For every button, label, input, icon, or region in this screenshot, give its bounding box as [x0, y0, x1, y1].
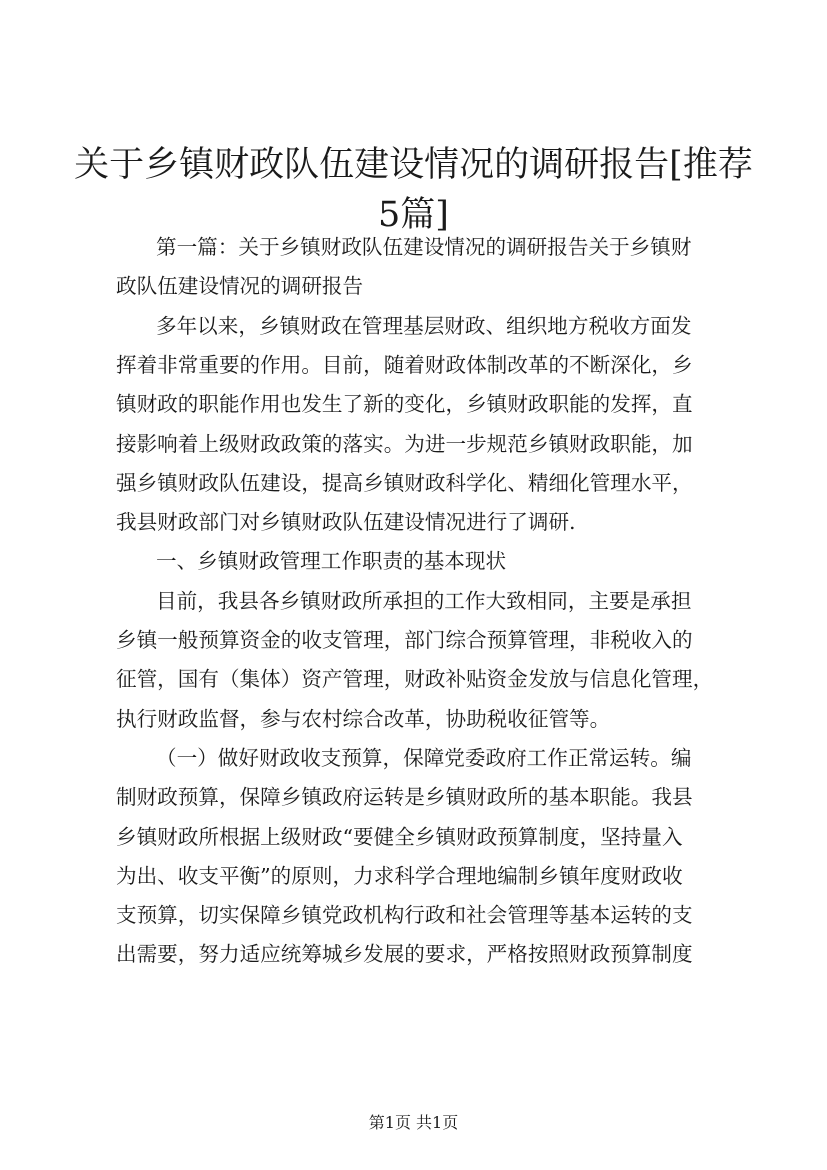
body-line: 目前，我县各乡镇财政所承担的工作大致相同，主要是承担 — [156, 588, 692, 613]
body-line: 执行财政监督，参与农村综合改革，协助税收征管等。 — [116, 706, 611, 731]
body-line: （一）做好财政收支预算，保障党委政府工作正常运转。编 — [156, 745, 692, 770]
body-line: 征管，国有（集体）资产管理，财政补贴资金发放与信息化管理， — [116, 667, 714, 692]
body-line: 我县财政部门对乡镇财政队伍建设情况进行了调研. — [116, 510, 576, 535]
body-line: 镇财政的职能作用也发生了新的变化，乡镇财政职能的发挥，直 — [116, 392, 693, 417]
body-line: 挥着非常重要的作用。目前，随着财政体制改革的不断深化，乡 — [116, 352, 693, 377]
body-line: 强乡镇财政队伍建设，提高乡镇财政科学化、精细化管理水平， — [116, 470, 693, 495]
body-line: 多年以来，乡镇财政在管理基层财政、组织地方税收方面发 — [156, 313, 692, 338]
page-footer: 第1页 共1页 — [368, 1113, 459, 1132]
body-line: 乡镇一般预算资金的收支管理，部门综合预算管理，非税收入的 — [116, 628, 693, 652]
body-line: 为出、收支平衡”的原则，力求科学合理地编制乡镇年度财政收 — [116, 863, 683, 888]
title-line-1: 关于乡镇财政队伍建设情况的调研报告[推荐 — [74, 145, 753, 185]
body-line: 制财政预算，保障乡镇政府运转是乡镇财政所的基本职能。我县 — [116, 785, 693, 810]
body-line: 一、乡镇财政管理工作职责的基本现状 — [156, 549, 507, 574]
title-line-2: 5篇] — [378, 195, 449, 235]
body-line: 第一篇：关于乡镇财政队伍建设情况的调研报告关于乡镇财 — [156, 235, 692, 259]
body-line: 乡镇财政所根据上级财政“要健全乡镇财政预算制度，坚持量入 — [116, 824, 683, 849]
body-line: 出需要，努力适应统筹城乡发展的要求，严格按照财政预算制度 — [116, 942, 693, 967]
document-title — [60, 140, 767, 240]
body-line: 政队伍建设情况的调研报告 — [116, 274, 364, 299]
body-line: 接影响着上级财政政策的落实。为进一步规范乡镇财政职能，加 — [116, 431, 693, 456]
body-line: 支预算，切实保障乡镇党政机构行政和社会管理等基本运转的支 — [116, 903, 693, 928]
